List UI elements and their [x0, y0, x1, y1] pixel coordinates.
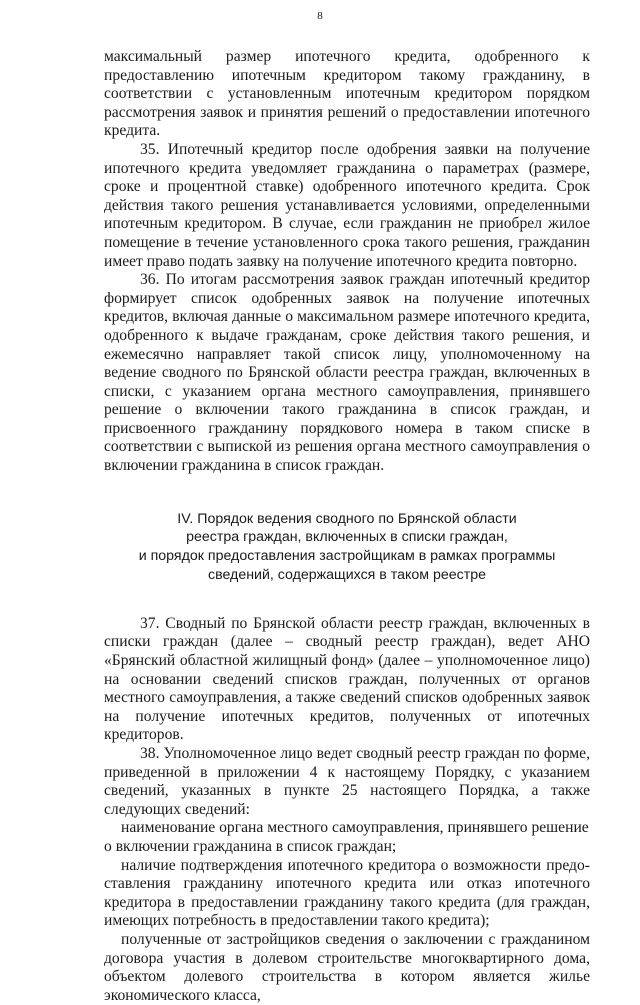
- section-heading-line: реестра граждан, включенных в списки граждан,: [186, 529, 508, 546]
- paragraph-38-item-2: наличие подтверждения ипотечного кредитора о возможности предоставления гражданину ипотечного кредита или отказ ипотечного кредитора в предоставлении гражданину такого кредита (для граждан, имеющих потребность в предоставлении такого кредита);: [104, 856, 590, 930]
- section-heading-line: IV. Порядок ведения сводного по Брянской области: [177, 510, 517, 527]
- section-heading-line: сведений, содержащихся в таком реестре: [207, 567, 486, 584]
- paragraph-36: 36. По итогам рассмотрения заявок граждан ипотечный кредитор формирует список одобренных заявок на получение ипотечных кредитов, включая данные о максимальном размере ипотечного кредита, одобренного к выдаче гражданам, сроке действия такого решения, и ежемесячно направляет такой список лицу, уполномоченному на ведение сводного по Брянской области реестра граждан, включенных в списки, с указанием органа местного самоуправления, принявшего решение о включении такого гражданина в список граждан, и присвоенного гражданину порядкового номера в таком списке в соответствии с выпиской из решения органа местного самоуправления о включении гражданина в список граждан.: [104, 271, 590, 475]
- paragraph-37: 37. Сводный по Брянской области реестр граждан, включенных в списки граждан (далее – сводный реестр граждан), ведет АНО «Брянский областной жилищный фонд» (далее – уполномоченное лицо) на основании сведений списков граждан, полученных от органов местного самоуправления, а также сведений списков одобренных заявок на получение ипотечных кредитов, полученных от ипотечных кредиторов.: [104, 614, 590, 744]
- paragraph-38-item-1: наименование органа местного самоуправления, принявшего решение: [121, 819, 589, 837]
- paragraph-continued: максимальный размер ипотечного кредита, одобренного к предоставлению ипотечным кредитором такому гражданину, в соответствии с установленным ипотечным кредитором порядком рассмотрения заявок и принятия решений о предоставлении ипотечного кредита.: [104, 48, 590, 140]
- paragraph-35: 35. Ипотечный кредитор после одобрения заявки на получение ипотечного кредита уведомляет гражданина о параметрах (размере, сроке и процентной ставке) одобренного ипотечного кредита. Срок действия такого решения устанавливается условиями, определенными ипотечным кредитором. В случае, если гражданин не приобрел жилое помещение в течение установленного срока такого решения, гражданин имеет право подать заявку на получение ипотечного кредита повторно.: [104, 140, 590, 270]
- paragraph-38: 38. Уполномоченное лицо ведет сводный реестр граждан по форме, приведенной в приложении 4 к настоящему Порядку, с указанием сведений, указанных в пункте 25 настоящего Порядка, а также следующих сведений:: [104, 745, 590, 818]
- section-heading: [104, 510, 590, 585]
- paragraph-38-item-3: полученные от застройщиков сведения о заключении с гражданином договора участия в долевом строительстве многоквартирного дома, объектом долевого строительства в котором является жилье экономического класса,: [104, 930, 590, 1004]
- paragraph-38-item-1-continued: о включении гражданина в список граждан;: [104, 837, 397, 855]
- document-body: [104, 48, 590, 1005]
- section-heading-line: и порядок предоставления застройщикам в рамках программы: [138, 548, 556, 565]
- page-number: 8: [317, 10, 323, 22]
